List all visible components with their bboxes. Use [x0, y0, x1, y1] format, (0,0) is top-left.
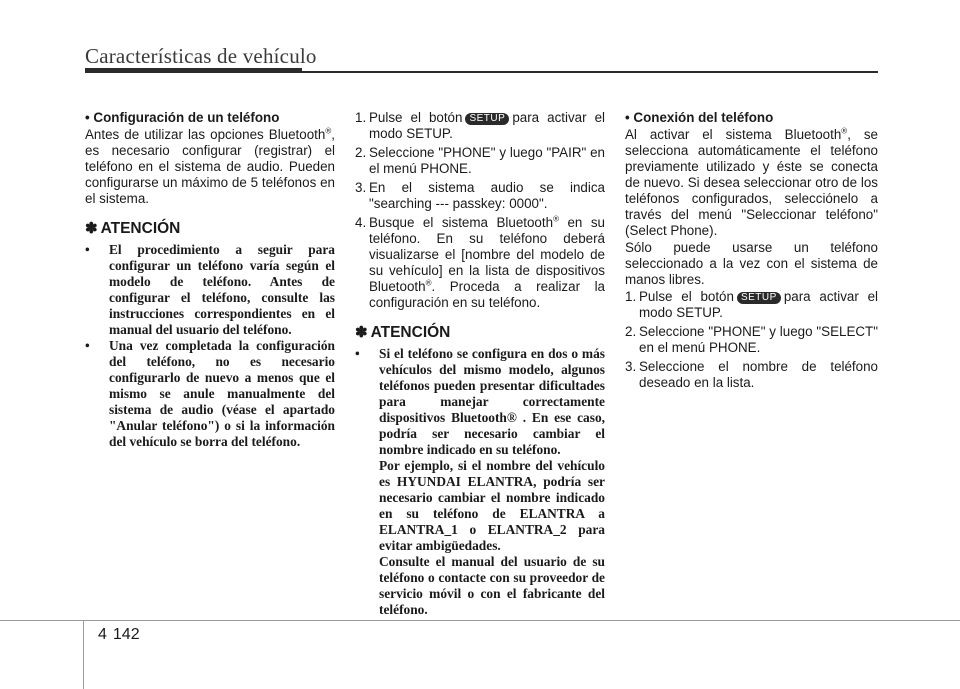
section-heading-phone-setup: • Configuración de un teléfono [85, 110, 280, 125]
footer-divider [83, 620, 84, 689]
registered-mark: ® [325, 126, 332, 136]
bullet-icon: • [85, 338, 90, 353]
setup-button-icon: SETUP [737, 292, 781, 304]
page-num: 142 [112, 626, 140, 643]
page-number [98, 626, 140, 644]
connection-steps [625, 289, 878, 391]
header-rule [85, 71, 878, 73]
attention-heading: ✽ ATENCIÓN [85, 220, 181, 237]
attention-list [85, 242, 335, 450]
paragraph-phone-setup-intro: Antes de utilizar las opciones Bluetooth®, es necesario configurar (registrar) el teléfono en el sistema de audio. Pueden configurarse un máximo de 5 teléfonos en el sistema. [85, 126, 335, 206]
attention-list [355, 346, 605, 618]
star-icon: ✽ [355, 324, 368, 341]
step-item: 1. Pulse el botón SETUP para activar el modo SETUP. [355, 110, 606, 141]
attention-item: • Una vez completada la configuración del teléfono, no es necesario configurarlo de nuevo a menos que el mismo se anule manualmente del sistema de audio (véase el apartado "Anular teléfono") o si la información del vehículo se borra del teléfono. [85, 338, 335, 449]
paragraph-connection-intro: Al activar el sistema Bluetooth®, se selecciona automáticamente el teléfono previamente utilizado y éste se conecta de nuevo. Si desea seleccionar otro de los teléfonos configurados, selecciónelo a través del menú "Seleccionar teléfono" (Select Phone). [625, 126, 878, 238]
step-item: 3. En el sistema audio se indica "searching --- passkey: 0000". [355, 180, 605, 211]
registered-mark: ® [841, 126, 848, 136]
step-item: 4. Busque el sistema Bluetooth® en su teléfono. En su teléfono deberá visualizarse el [nombre del modelo de su vehículo] en la lista de dispositivos Bluetooth®. Proceda a realizar la configuración en su teléfono. [355, 214, 606, 310]
bullet-icon: • [85, 242, 90, 257]
paragraph-single-phone: Sólo puede usarse un teléfono seleccionado a la vez con el sistema de manos libres. [625, 240, 878, 287]
step-item: 2. Seleccione "PHONE" y luego "PAIR" en el menú PHONE. [355, 145, 605, 176]
registered-mark: ® [425, 278, 432, 288]
setup-button-icon: SETUP [465, 113, 509, 125]
step-item: 1. Pulse el botón SETUP para activar el modo SETUP. [625, 289, 879, 320]
chapter-number: 4 [98, 626, 107, 643]
attention-item: • El procedimiento a seguir para configurar un teléfono varía según el modelo de teléfono. Antes de configurar el teléfono, consulte las instrucciones correspondientes en el manual del usuario del teléfono. [85, 242, 335, 337]
pairing-steps [355, 110, 605, 311]
footer-rule [0, 620, 960, 621]
attention-heading: ✽ ATENCIÓN [355, 324, 451, 341]
step-item: 3. Seleccione el nombre de teléfono deseado en la lista. [625, 359, 878, 390]
page-header-title: Características de vehículo [85, 44, 317, 68]
star-icon: ✽ [85, 220, 98, 237]
step-item: 2. Seleccione "PHONE" y luego "SELECT" en el menú PHONE. [625, 324, 878, 355]
column-2 [355, 110, 605, 618]
column-3 [625, 110, 878, 394]
column-1 [85, 110, 335, 450]
attention-item: • Si el teléfono se configura en dos o más vehículos del mismo modelo, algunos teléfonos pueden presentar dificultades para manejar correctamente dispositivos Bluetooth® . En ese caso, podría ser necesario cambiar el nombre indicado en su teléfono. Por ejemplo, si el nombre del vehículo es HYUNDAI ELANTRA, podría ser necesario cambiar el nombre indicado en su teléfono de ELANTRA a ELANTRA_1 o ELANTRA_2 para evitar ambigüedades. Consulte el manual del usuario de su teléfono o contacte con su proveedor de servicio móvil o con el fabricante del teléfono. [355, 346, 605, 617]
registered-mark: ® [553, 214, 559, 224]
section-heading-phone-connection: • Conexión del teléfono [625, 110, 774, 125]
bullet-icon: • [355, 346, 360, 361]
